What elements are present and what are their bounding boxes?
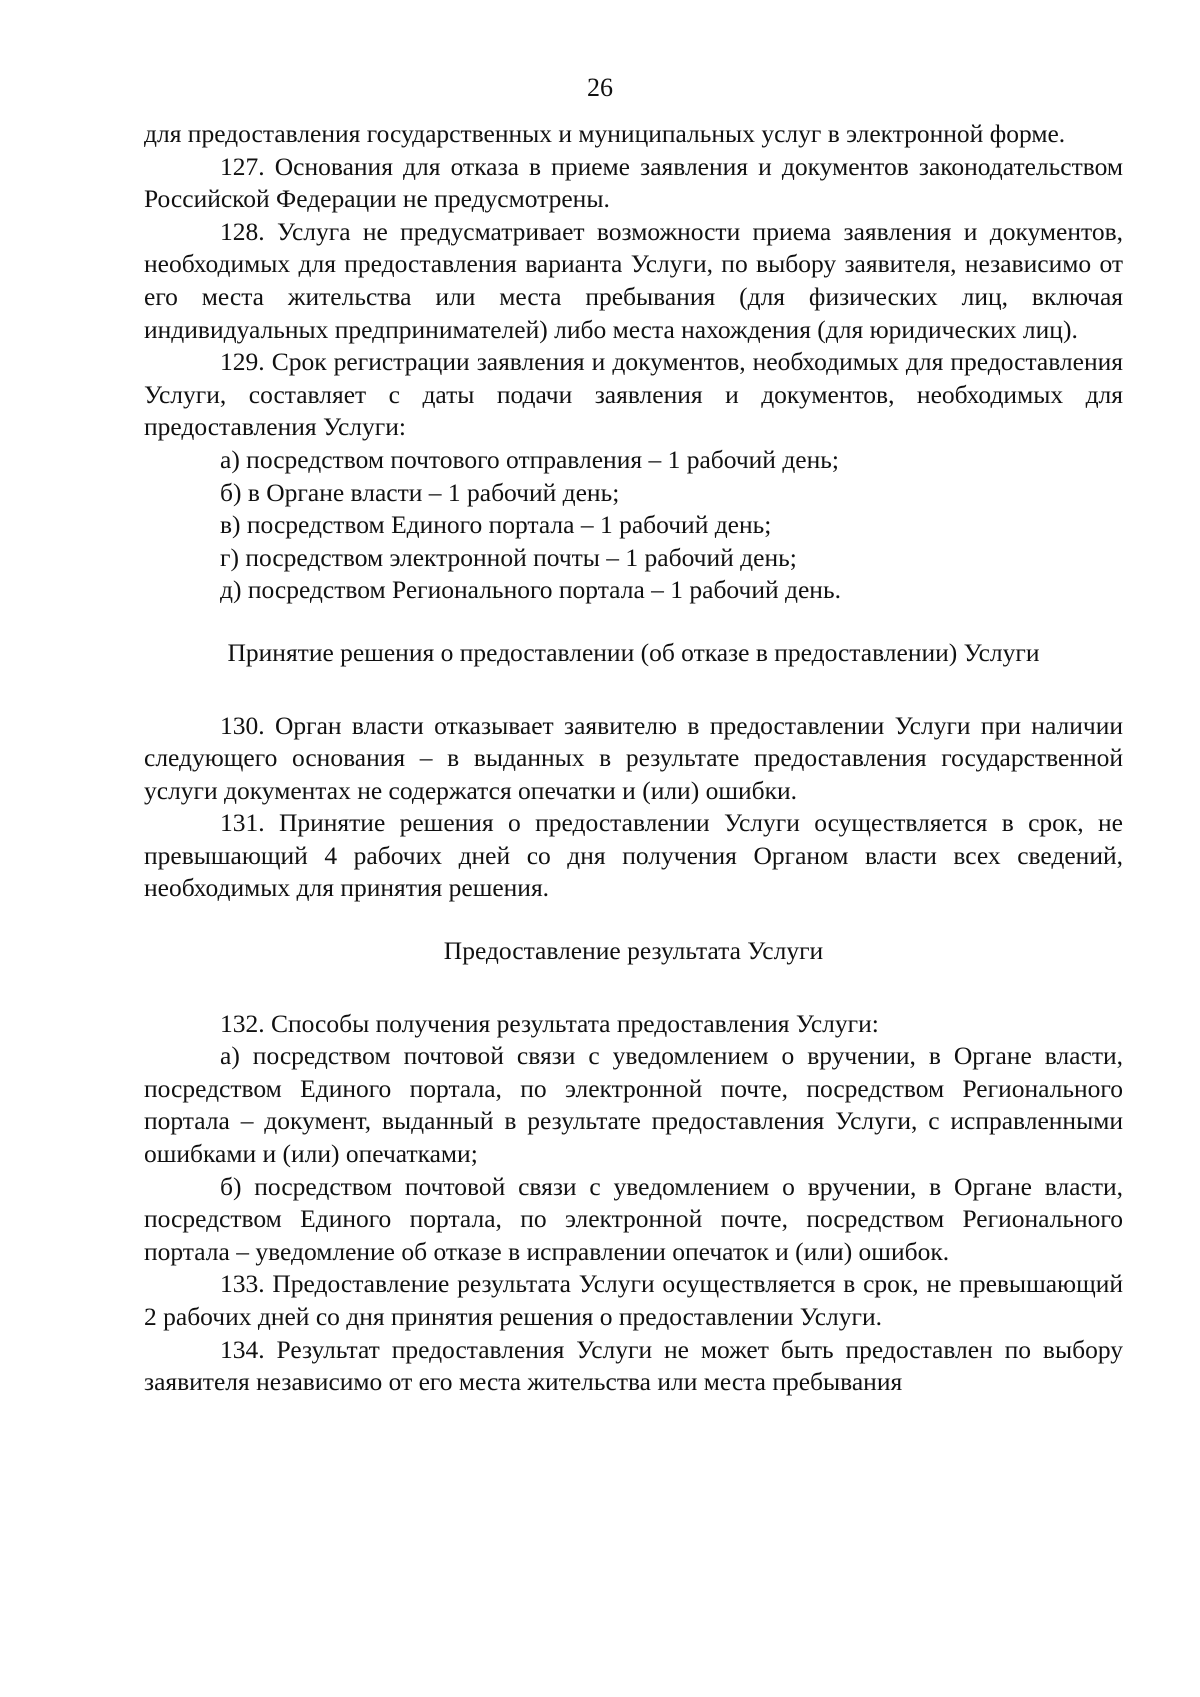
- list-item-129-v: в) посредством Единого портала – 1 рабочий день;: [220, 510, 772, 540]
- paragraph-128: 128. Услуга не предусматривает возможности приема заявления и документов, необходимых для предоставления варианта Услуги, по выбору заявителя, независимо от его места жительства или места пребывания (для физических лиц, включая индивидуальных предпринимателей) либо места нахождения (для юридических лиц).: [144, 216, 1123, 344]
- paragraph-133: 133. Предоставление результата Услуги осуществляется в срок, не превышающий 2 рабочих дней со дня принятия решения о предоставлении Услуги.: [144, 1269, 1123, 1331]
- paragraph-130: 130. Орган власти отказывает заявителю в предоставлении Услуги при наличии следующего основания – в выданных в результате предоставления государственной услуги документах не содержатся опечатки и (или) ошибки.: [144, 710, 1123, 805]
- paragraph-intro: для предоставления государственных и муниципальных услуг в электронной форме.: [144, 119, 1066, 148]
- paragraph-132-b: б) посредством почтовой связи с уведомлением о вручении, в Органе власти, посредством Единого портала, по электронной почте, посредством Регионального портала – уведомление об отказе в исправлении опечаток и (или) ошибок.: [144, 1171, 1123, 1266]
- section-heading-decision: Принятие решения о предоставлении (об отказе в предоставлении) Услуги: [227, 637, 1040, 667]
- list-item-129-a: а) посредством почтового отправления – 1 рабочий день;: [220, 444, 839, 474]
- paragraph-129: 129. Срок регистрации заявления и документов, необходимых для предоставления Услуги, составляет с даты подачи заявления и документов, необходимых для предоставления Услуги:: [144, 347, 1123, 442]
- paragraph-131: 131. Принятие решения о предоставлении Услуги осуществляется в срок, не превышающий 4 рабочих дней со дня получения Органом власти всех сведений, необходимых для принятия решения.: [144, 808, 1123, 903]
- list-item-129-b: б) в Органе власти – 1 рабочий день;: [220, 477, 620, 507]
- section-heading-result: Предоставление результата Услуги: [443, 936, 824, 966]
- page-number: 26: [587, 73, 613, 102]
- paragraph-132-a: а) посредством почтовой связи с уведомлением о вручении, в Органе власти, посредством Единого портала, по электронной почте, посредством Регионального портала – документ, выданный в результате предоставления Услуги, с исправленными ошибками и (или) опечатками;: [144, 1041, 1123, 1169]
- paragraph-134: 134. Результат предоставления Услуги не может быть предоставлен по выбору заявителя независимо от его места жительства или места пребывания: [144, 1334, 1123, 1397]
- document-body: [144, 118, 1123, 1399]
- spacer: [144, 670, 1123, 710]
- list-item-129-g: г) посредством электронной почты – 1 рабочий день;: [220, 542, 797, 572]
- spacer: [144, 968, 1123, 1008]
- spacer: [144, 607, 1123, 637]
- spacer: [144, 905, 1123, 935]
- paragraph-127: 127. Основания для отказа в приеме заявления и документов законодательством Российской Федерации не предусмотрены.: [144, 151, 1123, 214]
- list-item-129-d: д) посредством Регионального портала – 1 рабочий день.: [220, 575, 841, 605]
- paragraph-132: 132. Способы получения результата предоставления Услуги:: [220, 1008, 879, 1038]
